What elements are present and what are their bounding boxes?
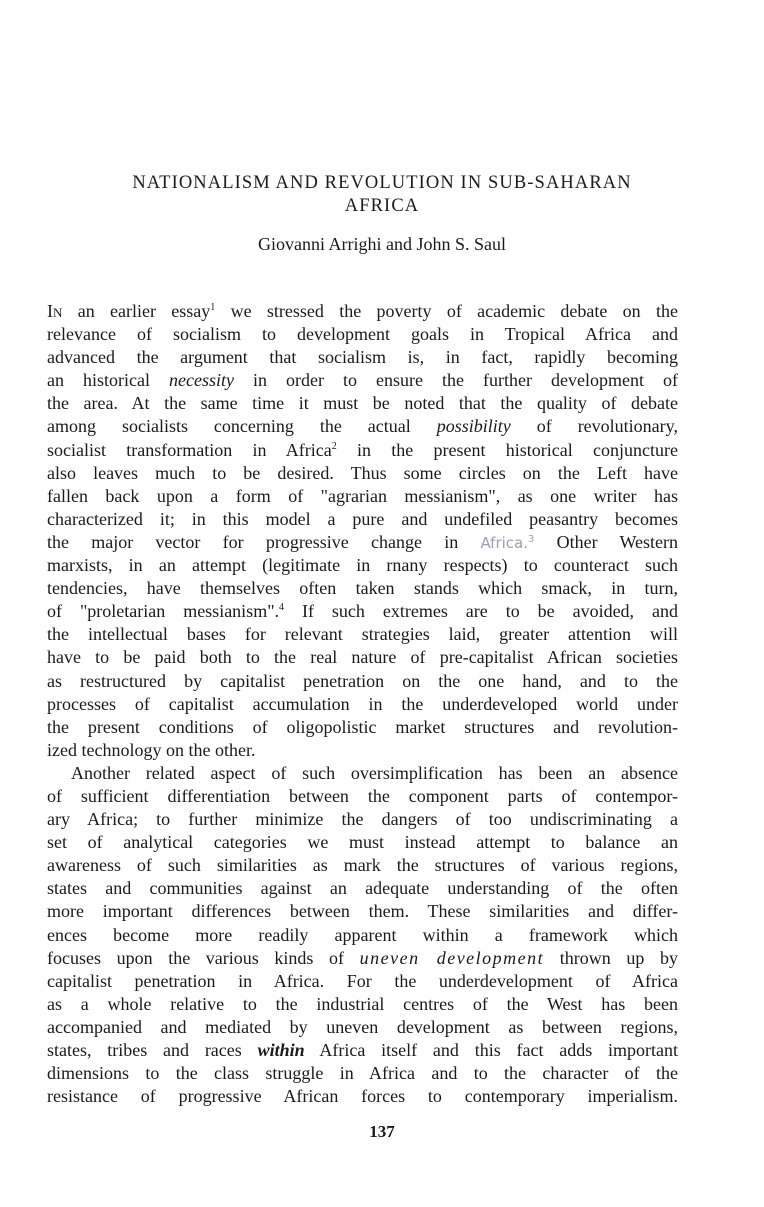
text-line: awareness of such similarities as mark the structures of various regions, — [47, 855, 678, 876]
text-line: resistance of progressive African forces to contemporary imperialism. — [47, 1086, 678, 1107]
text-line: an historical necessity in order to ensure the further development of — [47, 370, 678, 391]
text-line: states and communities against an adequate understanding of the often — [47, 878, 678, 899]
footnote-marker: 3 — [528, 533, 535, 545]
footnote-marker: 1 — [210, 302, 216, 313]
text-line: IN an earlier essay$^1$ we stressed the poverty of academic debate on the — [47, 301, 678, 321]
paragraph-2 — [47, 762, 678, 1108]
text-line: the present conditions of oligopolistic market structures and revolution- — [47, 716, 678, 737]
text-line: the intellectual bases for relevant strategies laid, greater attention will — [47, 624, 678, 645]
text-line: ary Africa; to further minimize the dangers of too undiscriminating a — [47, 809, 678, 830]
footnote-marker: 2 — [331, 440, 337, 452]
emphasis: possibility — [436, 416, 511, 437]
text-line: have to be paid both to the real nature of pre-capitalist African societies — [47, 647, 678, 668]
article-authors: Giovanni Arrighi and John S. Saul — [258, 234, 506, 254]
faded-text: Africa.$^3$ — [480, 533, 535, 552]
emphasis: necessity — [169, 370, 234, 391]
text-line: marxists, in an attempt (legitimate in rnany respects) to counteract such — [47, 555, 678, 576]
emphasis: within — [257, 1040, 305, 1060]
text-line: capitalist penetration in Africa. For the underdevelopment of Africa — [47, 970, 678, 991]
text-line: socialist transformation in Africa$^2$ in the present historical conjuncture — [47, 439, 679, 460]
title-line-2: AFRICA — [344, 196, 420, 216]
text-line: relevance of socialism to development goals in Tropical Africa and — [47, 324, 678, 345]
page-number: 137 — [369, 1122, 395, 1141]
text-line: processes of capitalist accumulation in the underdeveloped world under — [47, 693, 678, 714]
article-body — [47, 300, 678, 1108]
text-line: ences become more readily apparent within a framework which — [47, 924, 678, 945]
text-line: states, tribes and races within Africa itself and this fact adds important — [47, 1040, 679, 1060]
text-line: set of analytical categories we must instead attempt to balance an — [47, 832, 678, 853]
article-title — [60, 172, 704, 218]
text-line: among socialists concerning the actual possibility of revolutionary, — [47, 416, 678, 437]
paragraph-1 — [47, 300, 678, 762]
text-line: also leaves much to be desired. Thus some circles on the Left have — [47, 462, 678, 483]
text-line: the area. At the same time it must be noted that the quality of debate — [47, 393, 678, 414]
title-line-1: NATIONALISM AND REVOLUTION IN SUB-SAHARAN — [132, 173, 632, 193]
text-line: characterized it; in this model a pure and undefiled peasantry becomes — [47, 508, 678, 529]
text-line: fallen back upon a form of "agrarian messianism", as one writer has — [47, 485, 678, 506]
text-line: more important differences between them. These similarities and differ- — [47, 901, 678, 922]
text-line: of sufficient differentiation between the component parts of contempor- — [47, 785, 678, 806]
text-line: the major vector for progressive change in Africa.$^3$ Other Western — [47, 531, 679, 552]
text-line: as restructured by capitalist penetration on the one hand, and to the — [47, 670, 678, 691]
text-line: of "proletarian messianism".$^4$ If such extremes are to be avoided, and — [47, 601, 678, 622]
text-line: focuses upon the various kinds of uneven development thrown up by — [47, 947, 678, 968]
text-line: accompanied and mediated by uneven development as between regions, — [47, 1016, 678, 1037]
small-caps: N — [53, 305, 63, 320]
text-line: advanced the argument that socialism is, in fact, rapidly becoming — [47, 347, 678, 368]
text-line: as a whole relative to the industrial centres of the West has been — [47, 993, 678, 1014]
text-line: Another related aspect of such oversimplification has been an absence — [71, 762, 678, 783]
emphasis: uneven development — [359, 947, 545, 968]
text-line: dimensions to the class struggle in Africa and to the character of the — [47, 1063, 678, 1084]
footnote-marker: 4 — [279, 602, 285, 614]
text-line: ized technology on the other. — [47, 739, 256, 760]
text-line: tendencies, have themselves often taken stands which smack, in turn, — [47, 578, 678, 599]
